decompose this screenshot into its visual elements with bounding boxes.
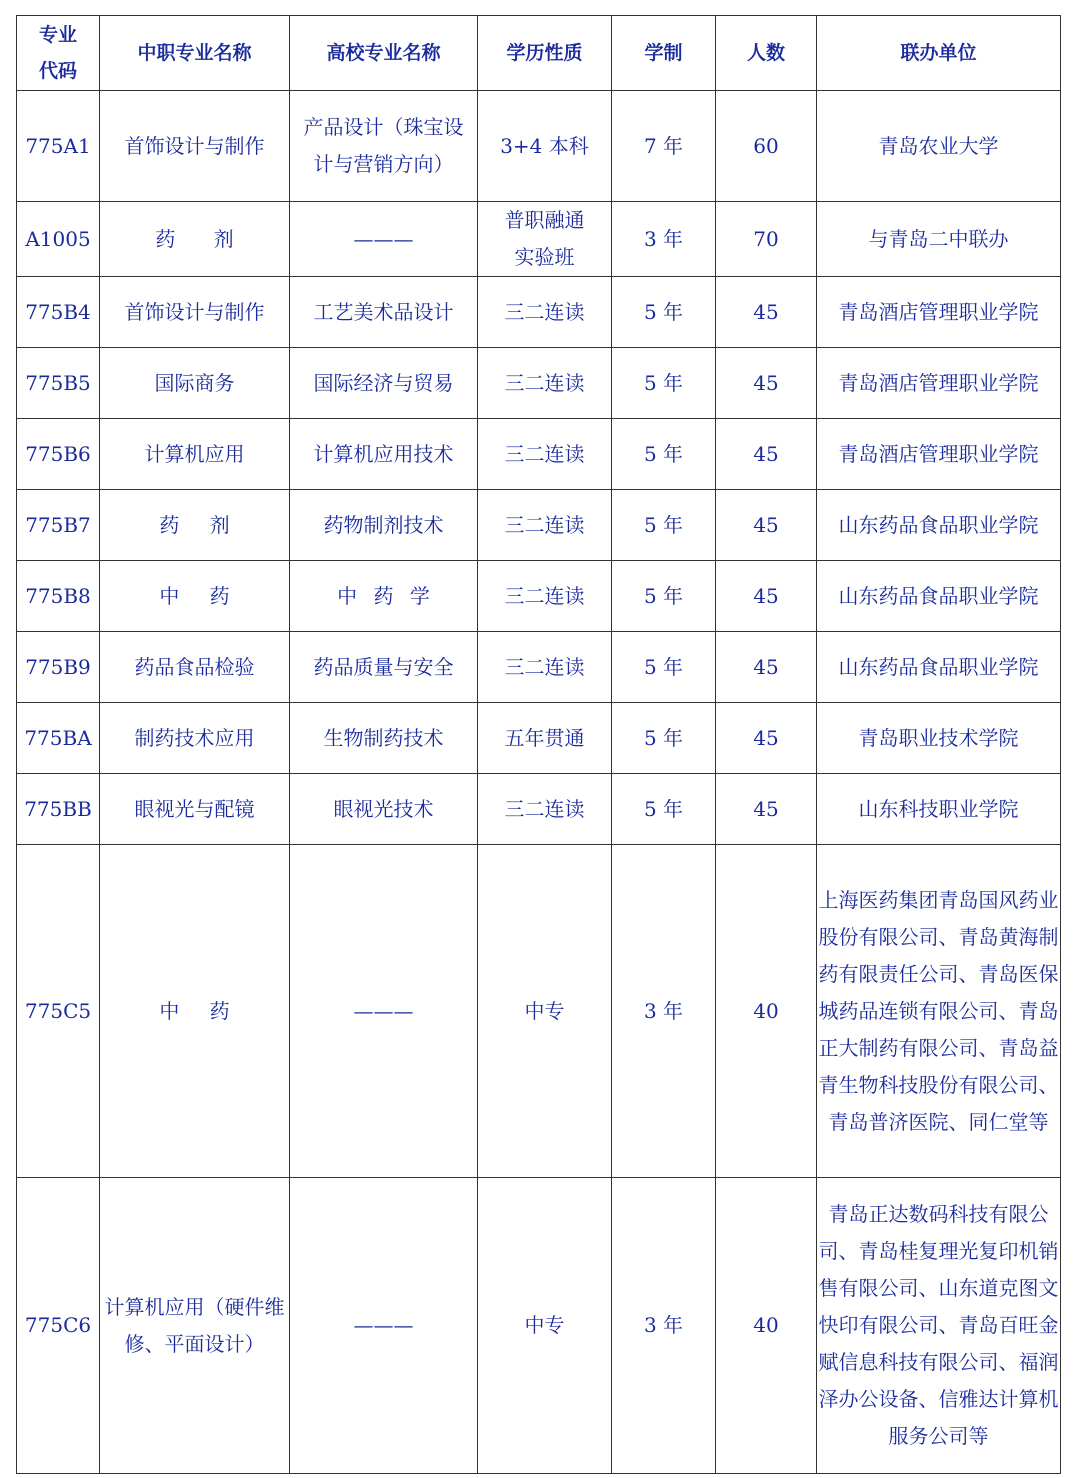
header-partner: 联办单位 <box>817 16 1061 91</box>
cell-code: A1005 <box>17 202 100 277</box>
cell-duration: 5 年 <box>612 348 716 419</box>
cell-education-type: 普职融通实验班 <box>478 202 612 277</box>
table-row <box>17 774 1061 845</box>
cell-education-type: 三二连读 <box>478 348 612 419</box>
cell-duration: 5 年 <box>612 561 716 632</box>
cell-college-major: 生物制药技术 <box>290 703 478 774</box>
cell-vocational-major: 中 药 <box>100 845 290 1178</box>
cell-partner: 青岛正达数码科技有限公司、青岛桂复理光复印机销售有限公司、山东道克图文快印有限公司、青岛百旺金赋信息科技有限公司、福润泽办公设备、信雅达计算机服务公司等 <box>817 1178 1061 1474</box>
cell-count: 45 <box>716 490 817 561</box>
cell-count: 45 <box>716 277 817 348</box>
cell-duration: 7 年 <box>612 91 716 202</box>
cell-code: 775B9 <box>17 632 100 703</box>
cell-education-type: 三二连读 <box>478 561 612 632</box>
cell-code: 775B4 <box>17 277 100 348</box>
cell-count: 45 <box>716 348 817 419</box>
cell-duration: 3 年 <box>612 1178 716 1474</box>
cell-college-major: 眼视光技术 <box>290 774 478 845</box>
cell-college-major: 计算机应用技术 <box>290 419 478 490</box>
table-row <box>17 561 1061 632</box>
cell-code: 775C6 <box>17 1178 100 1474</box>
cell-code: 775BA <box>17 703 100 774</box>
cell-duration: 3 年 <box>612 202 716 277</box>
cell-college-major: 药物制剂技术 <box>290 490 478 561</box>
cell-partner: 青岛农业大学 <box>817 91 1061 202</box>
cell-partner: 上海医药集团青岛国风药业股份有限公司、青岛黄海制药有限责任公司、青岛医保城药品连锁有限公司、青岛正大制药有限公司、青岛益青生物科技股份有限公司、青岛普济医院、同仁堂等 <box>817 845 1061 1178</box>
cell-duration: 5 年 <box>612 703 716 774</box>
cell-partner: 山东药品食品职业学院 <box>817 561 1061 632</box>
cell-partner: 山东科技职业学院 <box>817 774 1061 845</box>
cell-count: 70 <box>716 202 817 277</box>
cell-partner: 青岛酒店管理职业学院 <box>817 348 1061 419</box>
cell-count: 45 <box>716 632 817 703</box>
cell-code: 775A1 <box>17 91 100 202</box>
cell-code: 775B7 <box>17 490 100 561</box>
header-vocational-major: 中职专业名称 <box>100 16 290 91</box>
cell-code: 775B5 <box>17 348 100 419</box>
table-row <box>17 348 1061 419</box>
cell-education-type: 3+4 本科 <box>478 91 612 202</box>
cell-education-type: 三二连读 <box>478 774 612 845</box>
table-row <box>17 703 1061 774</box>
cell-vocational-major: 国际商务 <box>100 348 290 419</box>
cell-vocational-major: 药 剂 <box>100 202 290 277</box>
cell-education-type: 五年贯通 <box>478 703 612 774</box>
cell-partner: 山东药品食品职业学院 <box>817 632 1061 703</box>
cell-count: 45 <box>716 703 817 774</box>
cell-count: 60 <box>716 91 817 202</box>
cell-code: 775BB <box>17 774 100 845</box>
cell-duration: 5 年 <box>612 632 716 703</box>
header-count: 人数 <box>716 16 817 91</box>
cell-vocational-major: 计算机应用（硬件维修、平面设计） <box>100 1178 290 1474</box>
cell-college-major: ——— <box>290 845 478 1178</box>
cell-vocational-major: 中 药 <box>100 561 290 632</box>
cell-education-type: 三二连读 <box>478 419 612 490</box>
cell-duration: 5 年 <box>612 490 716 561</box>
cell-partner: 山东药品食品职业学院 <box>817 490 1061 561</box>
enrollment-table <box>16 15 1061 1474</box>
table-row <box>17 277 1061 348</box>
header-college-major: 高校专业名称 <box>290 16 478 91</box>
cell-college-major: 药品质量与安全 <box>290 632 478 703</box>
cell-education-type: 三二连读 <box>478 277 612 348</box>
table-row <box>17 632 1061 703</box>
table-row <box>17 1178 1061 1474</box>
cell-count: 45 <box>716 419 817 490</box>
cell-vocational-major: 制药技术应用 <box>100 703 290 774</box>
cell-vocational-major: 计算机应用 <box>100 419 290 490</box>
cell-education-type: 中专 <box>478 1178 612 1474</box>
table-header-row <box>17 16 1061 91</box>
cell-college-major: 国际经济与贸易 <box>290 348 478 419</box>
header-education-type: 学历性质 <box>478 16 612 91</box>
table-row <box>17 490 1061 561</box>
cell-duration: 5 年 <box>612 419 716 490</box>
cell-count: 45 <box>716 774 817 845</box>
cell-partner: 青岛酒店管理职业学院 <box>817 277 1061 348</box>
cell-count: 40 <box>716 1178 817 1474</box>
cell-duration: 5 年 <box>612 774 716 845</box>
cell-education-type: 中专 <box>478 845 612 1178</box>
cell-partner: 青岛职业技术学院 <box>817 703 1061 774</box>
cell-duration: 5 年 <box>612 277 716 348</box>
header-duration: 学制 <box>612 16 716 91</box>
cell-college-major: 中 药 学 <box>290 561 478 632</box>
cell-education-type: 三二连读 <box>478 632 612 703</box>
cell-count: 45 <box>716 561 817 632</box>
cell-count: 40 <box>716 845 817 1178</box>
cell-vocational-major: 药品食品检验 <box>100 632 290 703</box>
cell-college-major: ——— <box>290 1178 478 1474</box>
cell-partner: 青岛酒店管理职业学院 <box>817 419 1061 490</box>
cell-college-major: ——— <box>290 202 478 277</box>
cell-code: 775B8 <box>17 561 100 632</box>
table-row <box>17 419 1061 490</box>
cell-partner: 与青岛二中联办 <box>817 202 1061 277</box>
table-row <box>17 202 1061 277</box>
cell-duration: 3 年 <box>612 845 716 1178</box>
table-row <box>17 845 1061 1178</box>
cell-code: 775B6 <box>17 419 100 490</box>
cell-vocational-major: 眼视光与配镜 <box>100 774 290 845</box>
cell-college-major: 工艺美术品设计 <box>290 277 478 348</box>
cell-vocational-major: 首饰设计与制作 <box>100 91 290 202</box>
header-code: 专业代码 <box>17 16 100 91</box>
cell-vocational-major: 药 剂 <box>100 490 290 561</box>
cell-college-major: 产品设计（珠宝设计与营销方向） <box>290 91 478 202</box>
cell-education-type: 三二连读 <box>478 490 612 561</box>
cell-code: 775C5 <box>17 845 100 1178</box>
cell-vocational-major: 首饰设计与制作 <box>100 277 290 348</box>
table-row <box>17 91 1061 202</box>
